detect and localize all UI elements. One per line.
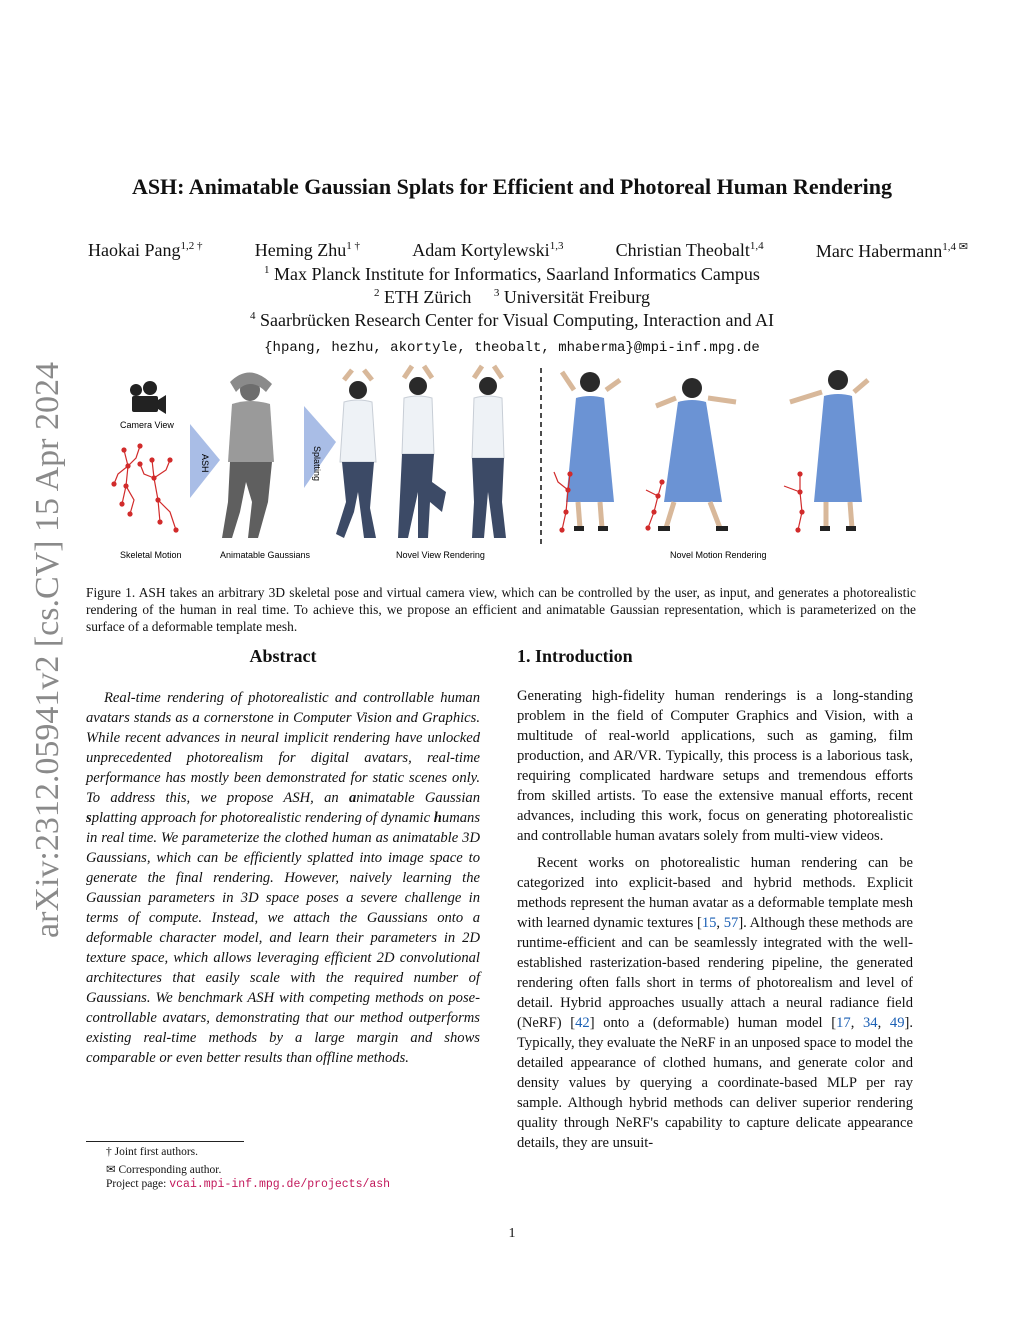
skeleton-figure xyxy=(138,458,178,532)
arxiv-id: arXiv:2312.05941v2 [cs.CV] 15 Apr 2024 xyxy=(29,361,66,938)
page-number: 1 xyxy=(508,1226,516,1241)
camera-icon xyxy=(130,381,166,414)
skeleton-figure xyxy=(784,472,804,532)
footnote-project-page: Project page: vcai.mpi-inf.mpg.de/projects/ash xyxy=(106,1178,391,1191)
footnote-joint-authors: † Joint first authors. xyxy=(106,1146,198,1158)
affiliation-2-3: $^2$ ETH Zürich $^3$ Universität Freiburg xyxy=(373,287,651,307)
figure-1-illustration xyxy=(100,362,930,567)
intro-heading: 1. Introduction xyxy=(517,646,633,666)
author: Christian Theobalt$^{1,4}$ xyxy=(615,240,764,260)
rendered-human xyxy=(472,366,506,538)
intro-paragraph: Generating high-fidelity human renderings is a long-standing problem in the field of Computer Graphics and Vision, with a multitude of real-world applications, such as gaming, film production, and AR/VR. Typically, this process is a laborious task, requiring complicated hardware setups and tremendous efforts from skilled artists. To ease the extensive manual efforts, recent advances, including this work, focus on generating photorealistic and controllable human avatars solely from multi-view videos. xyxy=(517,688,913,844)
citation-link[interactable]: 15 xyxy=(701,915,717,931)
project-page-link[interactable]: vcai.mpi-inf.mpg.de/projects/ash xyxy=(169,1178,391,1191)
figure-caption: Figure 1. ASH takes an arbitrary 3D skeletal pose and virtual camera view, which can be controlled by the user, as input, and generates a photorealistic rendering of the human in real time. To achieve this, we propose an efficient and animatable Gaussian representation, which is parameterized on the surface of a deformable template mesh. xyxy=(86,585,916,634)
abstract-heading: Abstract xyxy=(249,646,317,666)
rendered-human xyxy=(336,370,376,538)
citation-link[interactable]: 34 xyxy=(863,1015,878,1031)
rendered-human xyxy=(656,378,736,531)
figure-1 xyxy=(100,362,930,567)
citation-link[interactable]: 42 xyxy=(575,1015,590,1031)
arxiv-stamp-svg xyxy=(22,360,70,940)
rendered-human xyxy=(398,366,446,538)
footnote-corresponding: ✉ Corresponding author. xyxy=(106,1164,222,1176)
abstract-body: Real-time rendering of photorealistic and controllable human avatars stands as a cornerstone in Computer Vision and Graphics. While recent advances in neural implicit rendering have unlocked unprecedented photorealism for digital avatars, real-time performance has mostly been demonstrated for static scenes only. To address this, we propose ASH, an animatable Gaussian splatting approach for photorealistic rendering of dynamic humans in real time. We parameterize the clothed human as animatable 3D Gaussians, which can be efficiently splatted into image space to generate the final rendering. However, naively learning the Gaussian parameters in 3D space poses a severe challenge in terms of compute. Instead, we attach the Gaussians onto a deformable character model, and learn their parameters in 2D texture space, which allows leveraging efficient 2D convolutional architectures that easily scale with the required number of Gaussians. We benchmark ASH with competing methods on pose-controllable avatars, demonstrating that our method outperforms existing real-time methods by a large margin and shows comparable or even better results than offline methods. xyxy=(86,690,481,1066)
citation-link[interactable]: 57 xyxy=(723,915,739,931)
affiliation-1: $^1$ Max Planck Institute for Informatics, Saarland Informatics Campus xyxy=(264,264,760,284)
author: Heming Zhu$^{1 \dagger}$ xyxy=(254,240,360,260)
author-list xyxy=(88,240,968,262)
footnote-rule xyxy=(86,1141,244,1142)
author: Haokai Pang$^{1,2 \dagger}$ xyxy=(88,240,203,260)
affiliation-4: $^4$ Saarbrücken Research Center for Visual Computing, Interaction and AI xyxy=(250,310,774,330)
rendered-human xyxy=(562,372,620,531)
label-splatting: Splatting xyxy=(312,446,322,482)
label-animatable-gaussians: Animatable Gaussians xyxy=(220,550,311,560)
label-novel-view: Novel View Rendering xyxy=(396,550,485,560)
intro-paragraph: Recent works on photorealistic human rendering can be categorized into explicit-based and hybrid methods. Explicit methods represent the human avatar as a deformable template mesh with learned dynamic textures [15, 57]. Although these methods are runtime-efficient and can be seamlessly integrated with the well-established rasterization-based rendering pipeline, the generated rendering often falls short in terms of photorealism and level of detail. Hybrid approaches usually attach a neural radiance field (NeRF) [42] onto a (deformable) human model [17, 34, 49]. Typically, they evaluate the NeRF in an unposed space to model the detailed appearance of clothed humans, and generate color and density values by querying a coordinate-based MLP per ray sample. Although hybrid methods can deliver superior rendering quality through NeRF's capability to capture delicate appearance details, they are unsuit- xyxy=(517,855,914,1151)
author-emails: {hpang, hezhu, akortyle, theobalt, mhaberma}@mpi-inf.mpg.de xyxy=(264,340,760,356)
paper-title: ASH: Animatable Gaussian Splats for Efficient and Photoreal Human Rendering xyxy=(131,174,893,199)
gaussian-human xyxy=(222,372,274,538)
author: Marc Habermann$^{1,4 ✉}$ xyxy=(815,241,968,261)
label-skeletal-motion: Skeletal Motion xyxy=(120,550,182,560)
citation-link[interactable]: 49 xyxy=(889,1015,905,1031)
citation-link[interactable]: 17 xyxy=(836,1015,851,1031)
author: Adam Kortylewski$^{1,3}$ xyxy=(412,240,564,260)
label-ash: ASH xyxy=(200,454,210,473)
label-camera-view: Camera View xyxy=(120,420,174,430)
skeleton-figure xyxy=(646,480,664,530)
label-novel-motion: Novel Motion Rendering xyxy=(670,550,767,560)
arxiv-stamp xyxy=(22,360,70,940)
intro-body xyxy=(517,686,913,1153)
skeleton-figure xyxy=(112,444,142,516)
